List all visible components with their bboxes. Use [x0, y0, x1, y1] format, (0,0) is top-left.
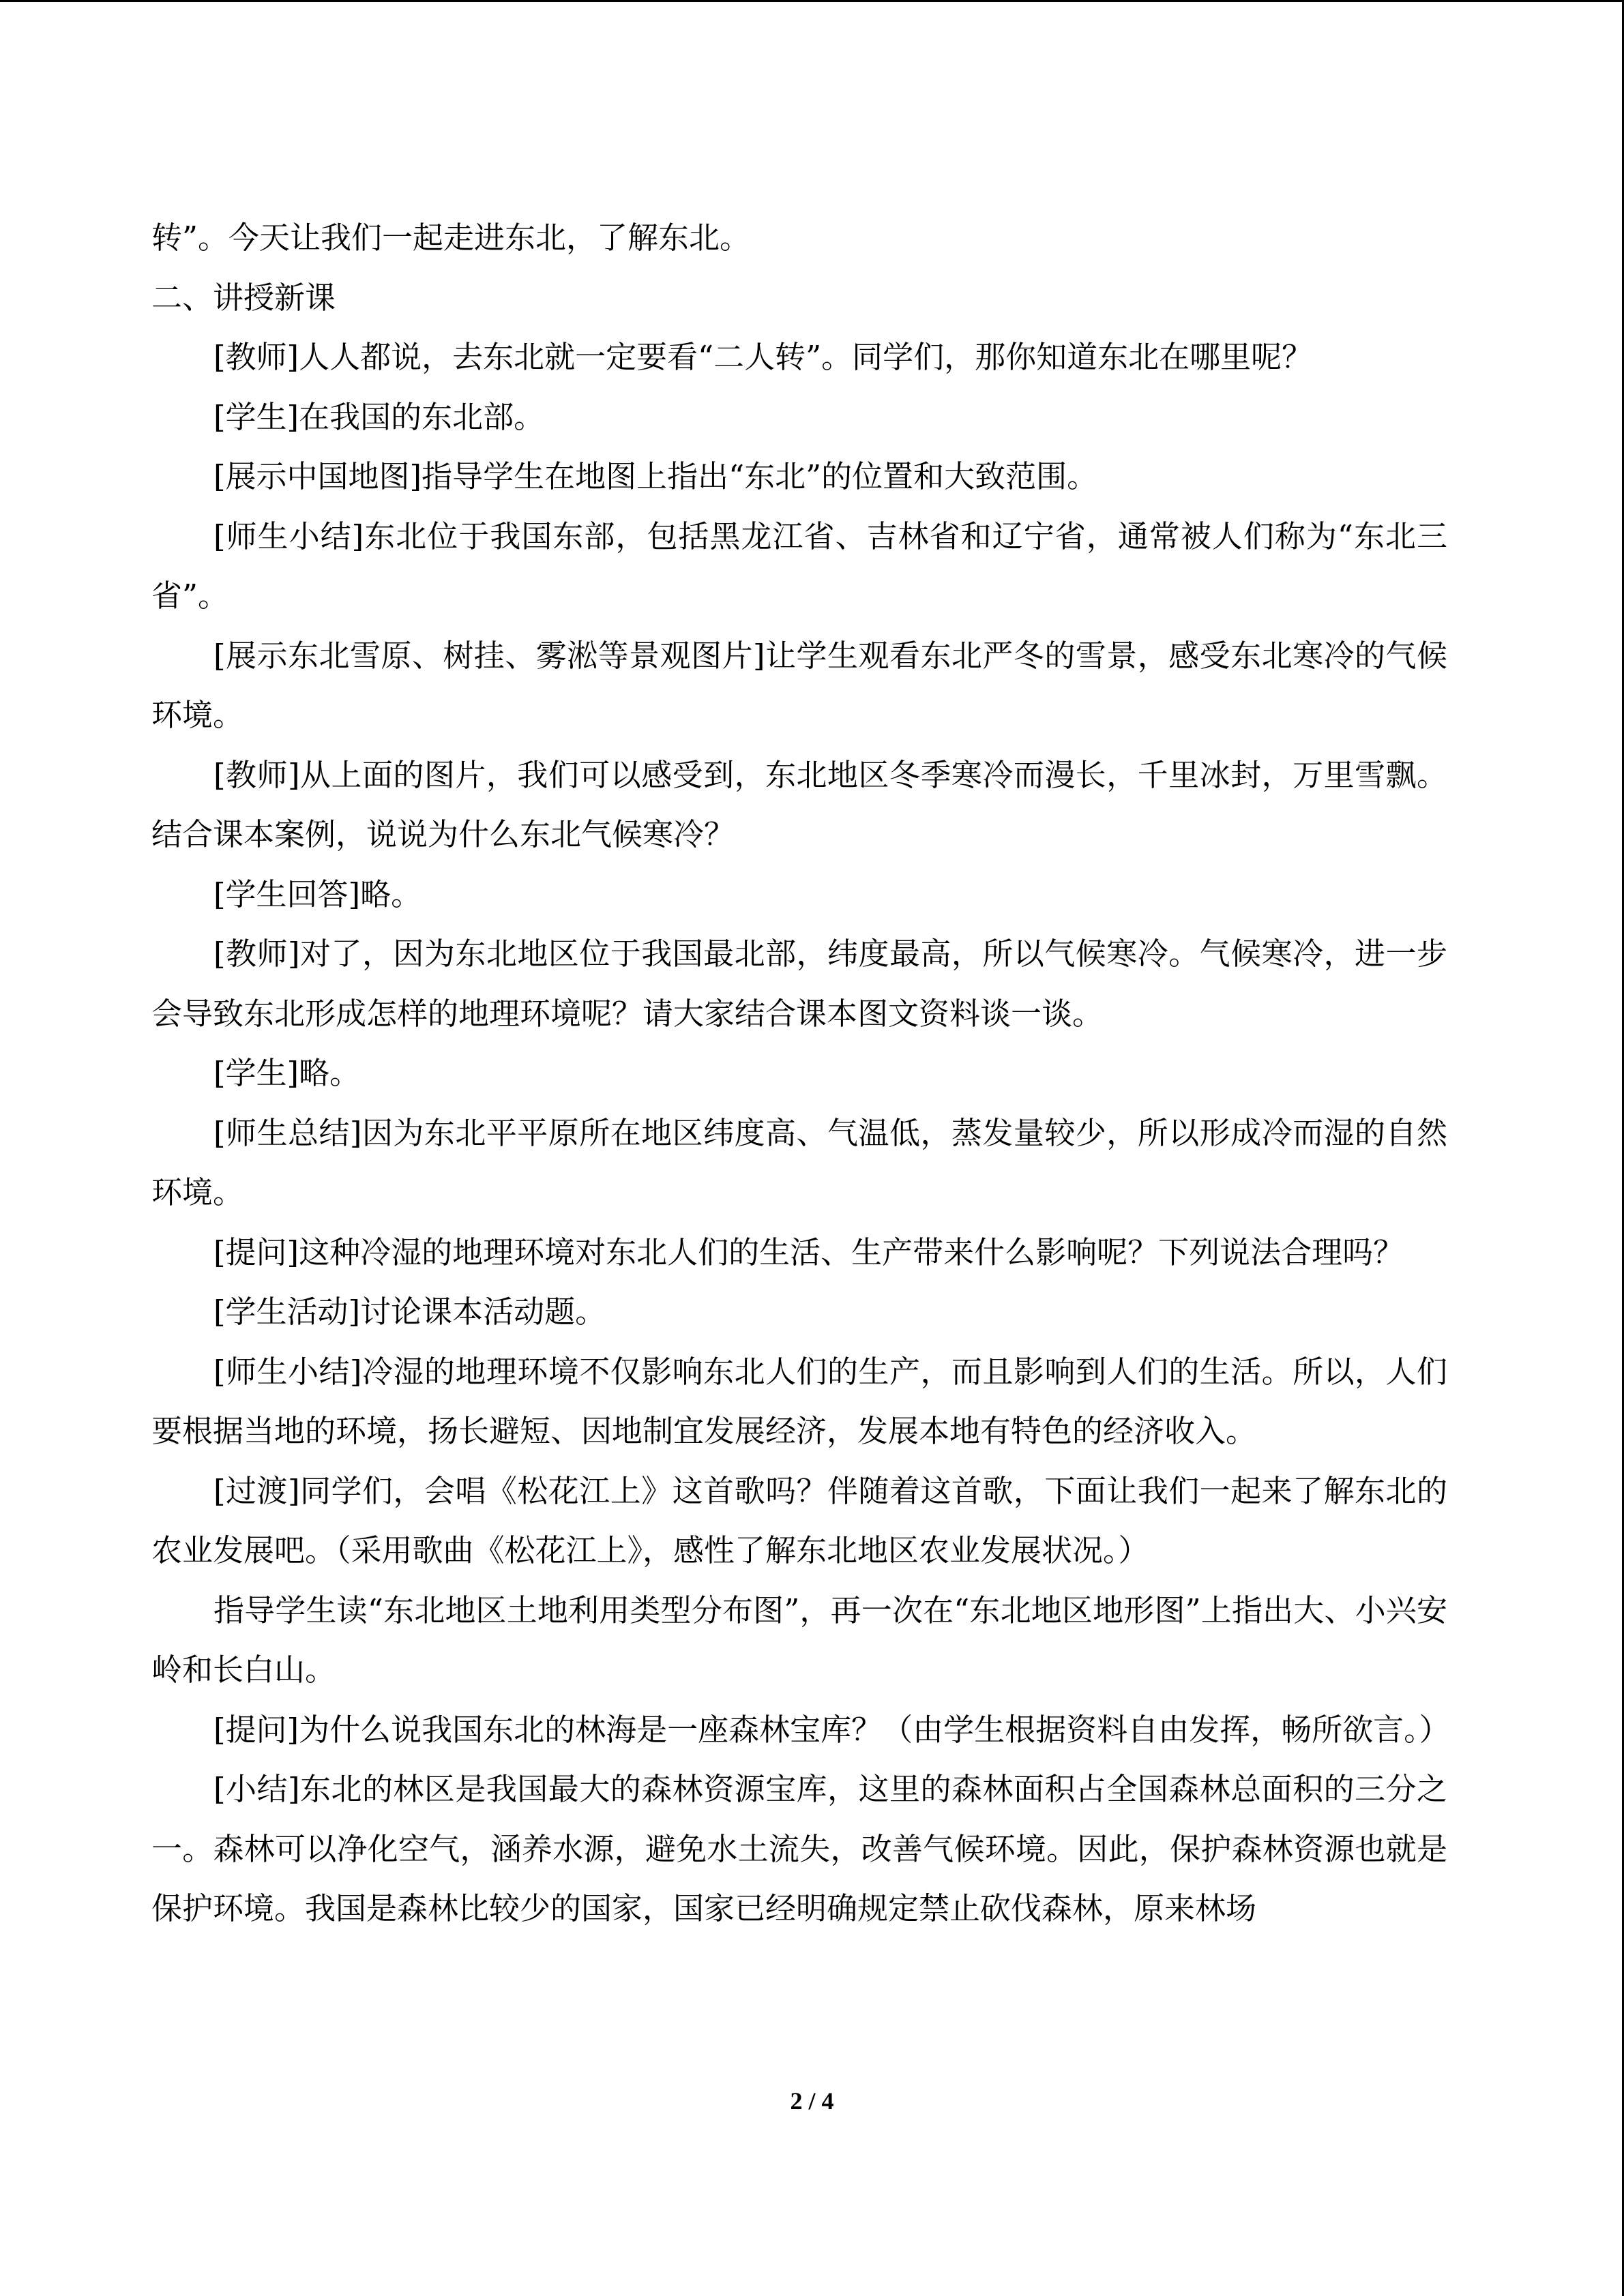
paragraph-13: [提问]这种冷湿的地理环境对东北人们的生活、生产带来什么影响呢？下列说法合理吗？ — [213, 1234, 1404, 1270]
paragraph-15: [师生小结]冷湿的地理环境不仅影响东北人们的生产，而且影响到人们的生活。所以，人们要根据当地的环境，扬长避短、因地制宜发展经济，发展本地有特色的经济收入。 — [151, 1353, 1447, 1449]
paragraph-7: [展示东北雪原、树挂、雾淞等景观图片]让学生观看东北严冬的雪景，感受东北寒冷的气候环境。 — [151, 637, 1447, 733]
page-number: 2 / 4 — [790, 2087, 834, 2115]
paragraph-17: 指导学生读“东北地区土地利用类型分布图”，再一次在“东北地区地形图”上指出大、小兴安岭和长白山。 — [151, 1592, 1447, 1688]
document-body — [151, 208, 1450, 1939]
paragraph-8: [教师]从上面的图片，我们可以感受到，东北地区冬季寒冷而漫长，千里冰封，万里雪飘。结合课本案例，说说为什么东北气候寒冷？ — [151, 756, 1447, 852]
paragraph-16: [过渡]同学们，会唱《松花江上》这首歌吗？伴随着这首歌，下面让我们一起来了解东北的农业发展吧。（采用歌曲《松花江上》，感性了解东北地区农业发展状况。） — [151, 1472, 1447, 1568]
paragraph-10: [教师]对了，因为东北地区位于我国最北部，纬度最高，所以气候寒冷。气候寒冷，进一步会导致东北形成怎样的地理环境呢？请大家结合课本图文资料谈一谈。 — [151, 936, 1447, 1032]
paragraph-4: [学生]在我国的东北部。 — [213, 398, 545, 435]
paragraph-19: [小结]东北的林区是我国最大的森林资源宝库，这里的森林面积占全国森林总面积的三分之一。森林可以净化空气，涵养水源，避免水土流失，改善气候环境。因此，保护森林资源也就是保护环境。我国是森林比较少的国家，国家已经明确规定禁止砍伐森林，原来林场 — [151, 1771, 1447, 1926]
top-border-line — [0, 0, 1624, 2]
paragraph-5: [展示中国地图]指导学生在地图上指出“东北”的位置和大致范围。 — [213, 458, 1098, 494]
paragraph-1: 转”。今天让我们一起走进东北，了解东北。 — [151, 220, 751, 256]
paragraph-14: [学生活动]讨论课本活动题。 — [213, 1294, 606, 1330]
paragraph-6: [师生小结]东北位于我国东部，包括黑龙江省、吉林省和辽宁省，通常被人们称为“东北三省”。 — [151, 518, 1447, 614]
paragraph-9: [学生回答]略。 — [213, 876, 422, 912]
paragraph-18: [提问]为什么说我国东北的林海是一座森林宝库？（由学生根据资料自由发挥，畅所欲言。） — [213, 1711, 1450, 1748]
section-heading: 二、讲授新课 — [151, 279, 336, 316]
paragraph-11: [学生]略。 — [213, 1055, 361, 1091]
paragraph-12: [师生总结]因为东北平平原所在地区纬度高、气温低，蒸发量较少，所以形成冷而湿的自然环境。 — [151, 1114, 1447, 1210]
paragraph-3: [教师]人人都说，去东北就一定要看“二人转”。同学们，那你知道东北在哪里呢？ — [213, 339, 1313, 375]
